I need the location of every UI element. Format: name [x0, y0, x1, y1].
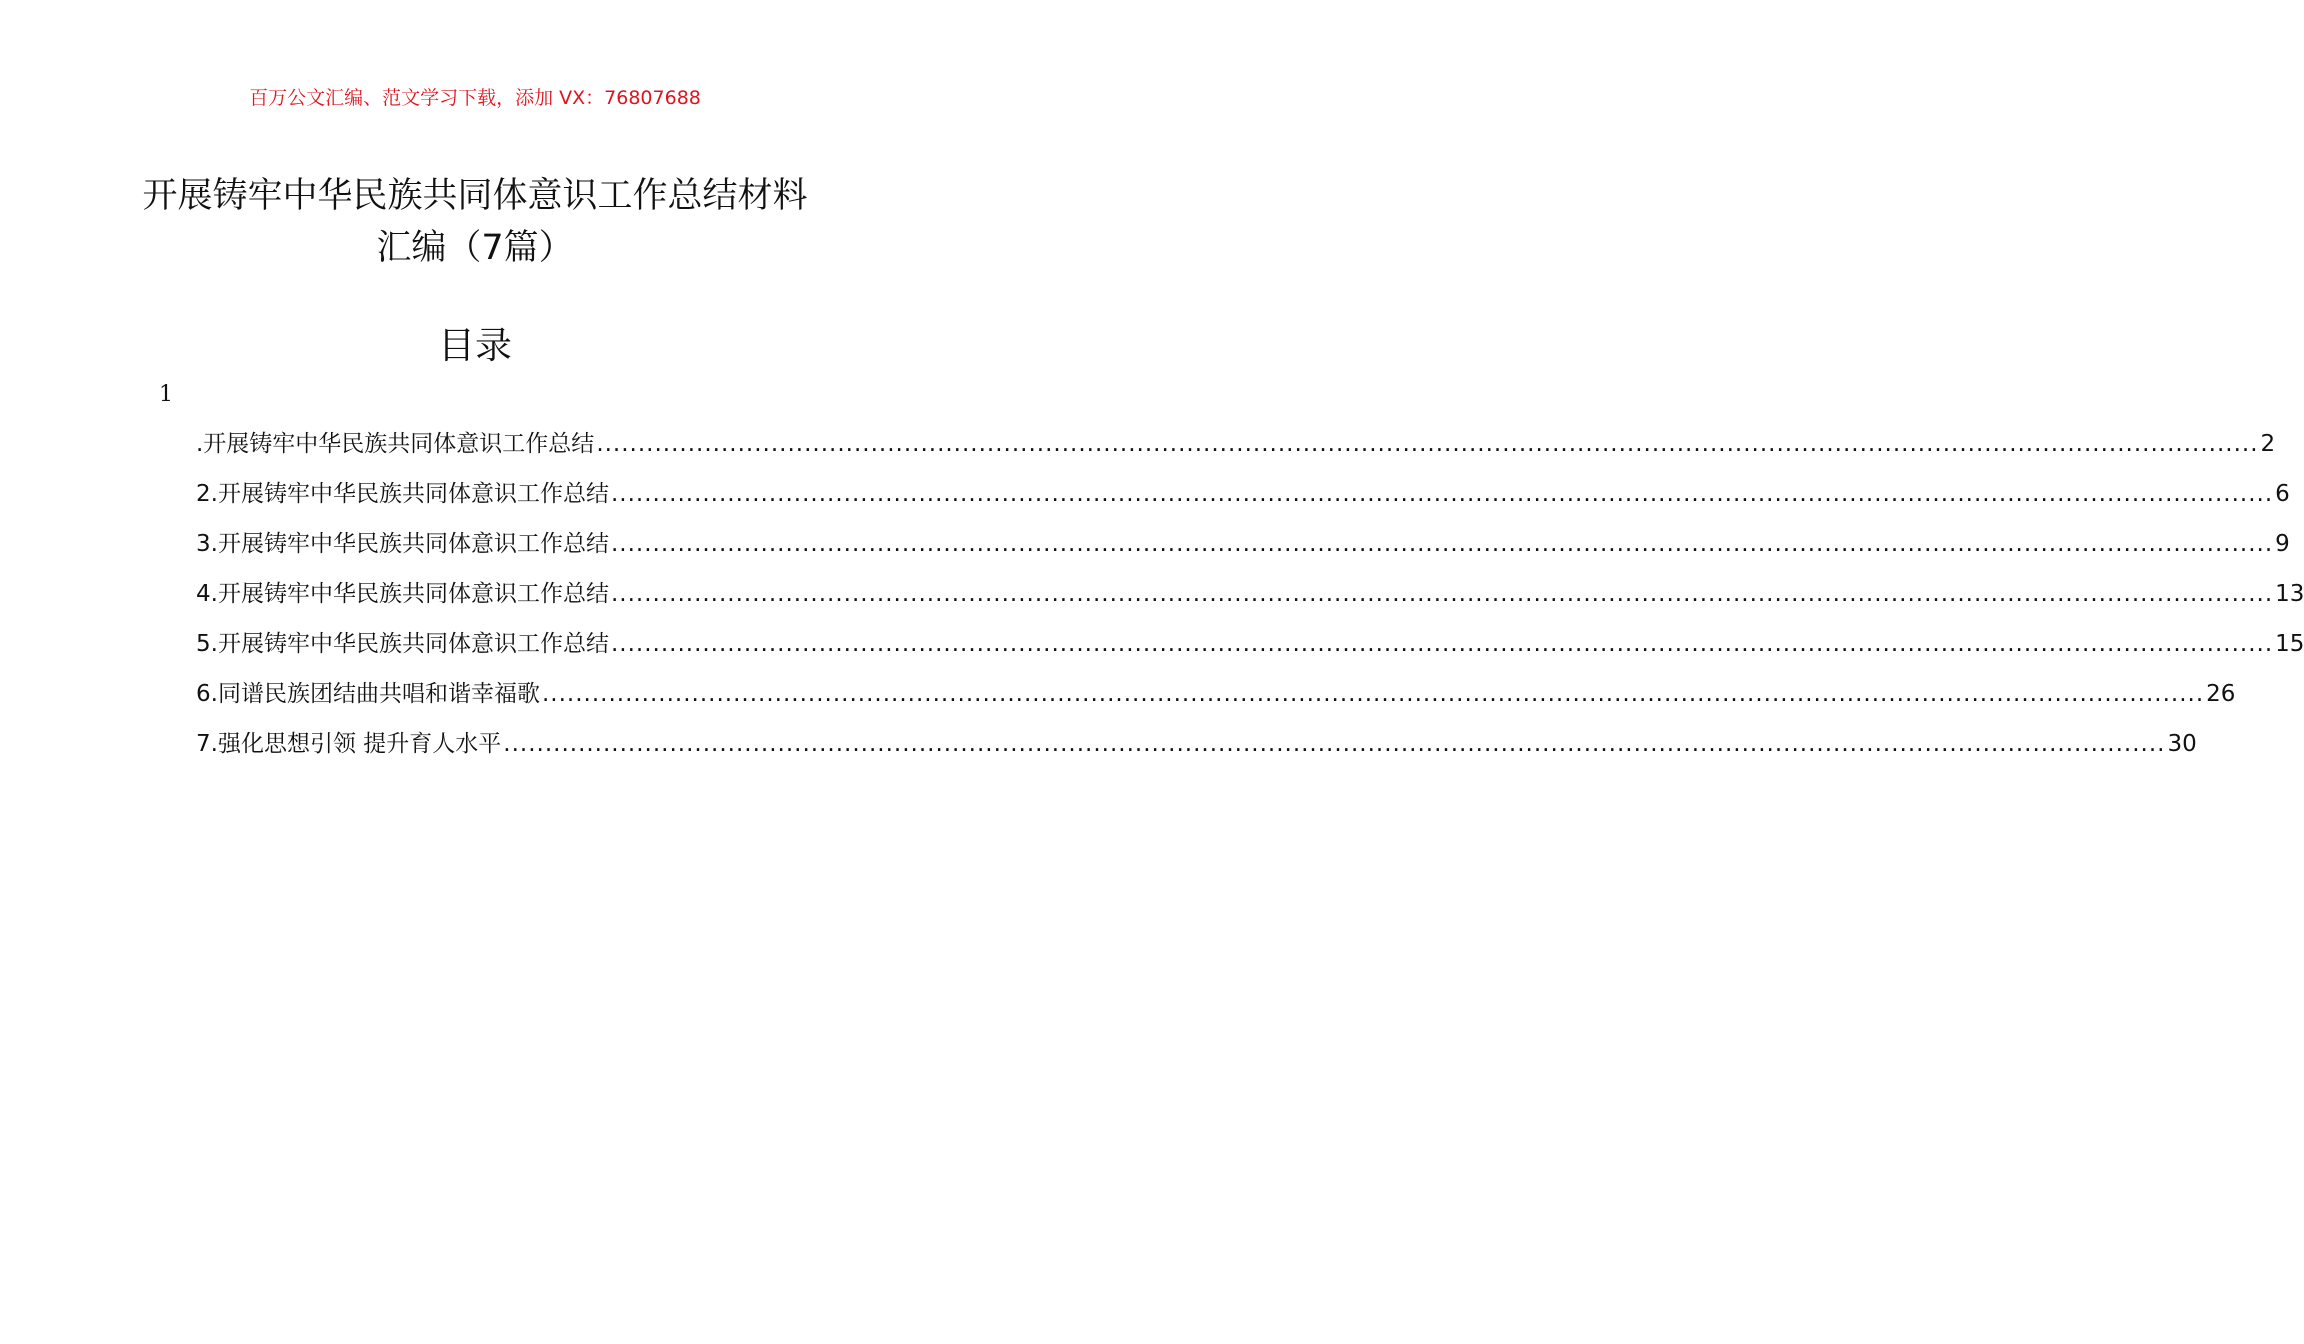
toc-entry-page: 2	[2260, 431, 2276, 457]
toc-heading: 目录	[438, 324, 512, 367]
table-of-contents	[196, 422, 2304, 772]
toc-entry-label: 5.开展铸牢中华民族共同体意识工作总结	[196, 631, 609, 657]
toc-entry[interactable]	[196, 722, 2197, 772]
toc-entry-page: 13	[2275, 581, 2304, 607]
toc-entry-label: 2.开展铸牢中华民族共同体意识工作总结	[196, 481, 609, 507]
toc-leader-dots: ........................................................................................................................................................................................................	[610, 481, 2274, 507]
toc-entry-page: 26	[2206, 681, 2236, 707]
toc-entry-page: 9	[2275, 531, 2290, 557]
toc-entry[interactable]	[196, 472, 2290, 522]
toc-entry[interactable]	[196, 572, 2304, 622]
toc-leader-dots: ........................................................................................................................................................................................................	[610, 531, 2274, 557]
toc-entry-page: 30	[2167, 731, 2197, 757]
toc-leader-dots: ........................................................................................................................................................................................................	[541, 681, 2205, 707]
toc-entry-label: 6.同谱民族团结曲共唱和谐幸福歌	[196, 681, 540, 707]
toc-leader-dots: ........................................................................................................................................................................................................	[596, 431, 2259, 457]
toc-entry-label: .开展铸牢中华民族共同体意识工作总结	[196, 431, 595, 457]
page-number-marker: 1	[159, 382, 173, 407]
toc-entry-page: 6	[2275, 481, 2290, 507]
toc-leader-dots: ........................................................................................................................................................................................................	[610, 581, 2274, 607]
toc-leader-dots: ........................................................................................................................................................................................................	[610, 631, 2274, 657]
toc-entry[interactable]	[196, 422, 2276, 472]
toc-entry-label: 4.开展铸牢中华民族共同体意识工作总结	[196, 581, 609, 607]
toc-entry-page: 15	[2275, 631, 2304, 657]
promo-banner: 百万公文汇编、范文学习下载，添加 VX：76807688	[249, 87, 701, 109]
toc-entry-label: 7.强化思想引领 提升育人水平	[196, 731, 502, 757]
document-title: 开展铸牢中华民族共同体意识工作总结材料汇编（7篇）	[142, 176, 808, 268]
toc-entry-label: 3.开展铸牢中华民族共同体意识工作总结	[196, 531, 609, 557]
toc-leader-dots: ........................................................................................................................................................................................................	[503, 731, 2166, 757]
toc-entry[interactable]	[196, 522, 2290, 572]
toc-entry[interactable]	[196, 672, 2236, 722]
toc-entry[interactable]	[196, 622, 2304, 672]
